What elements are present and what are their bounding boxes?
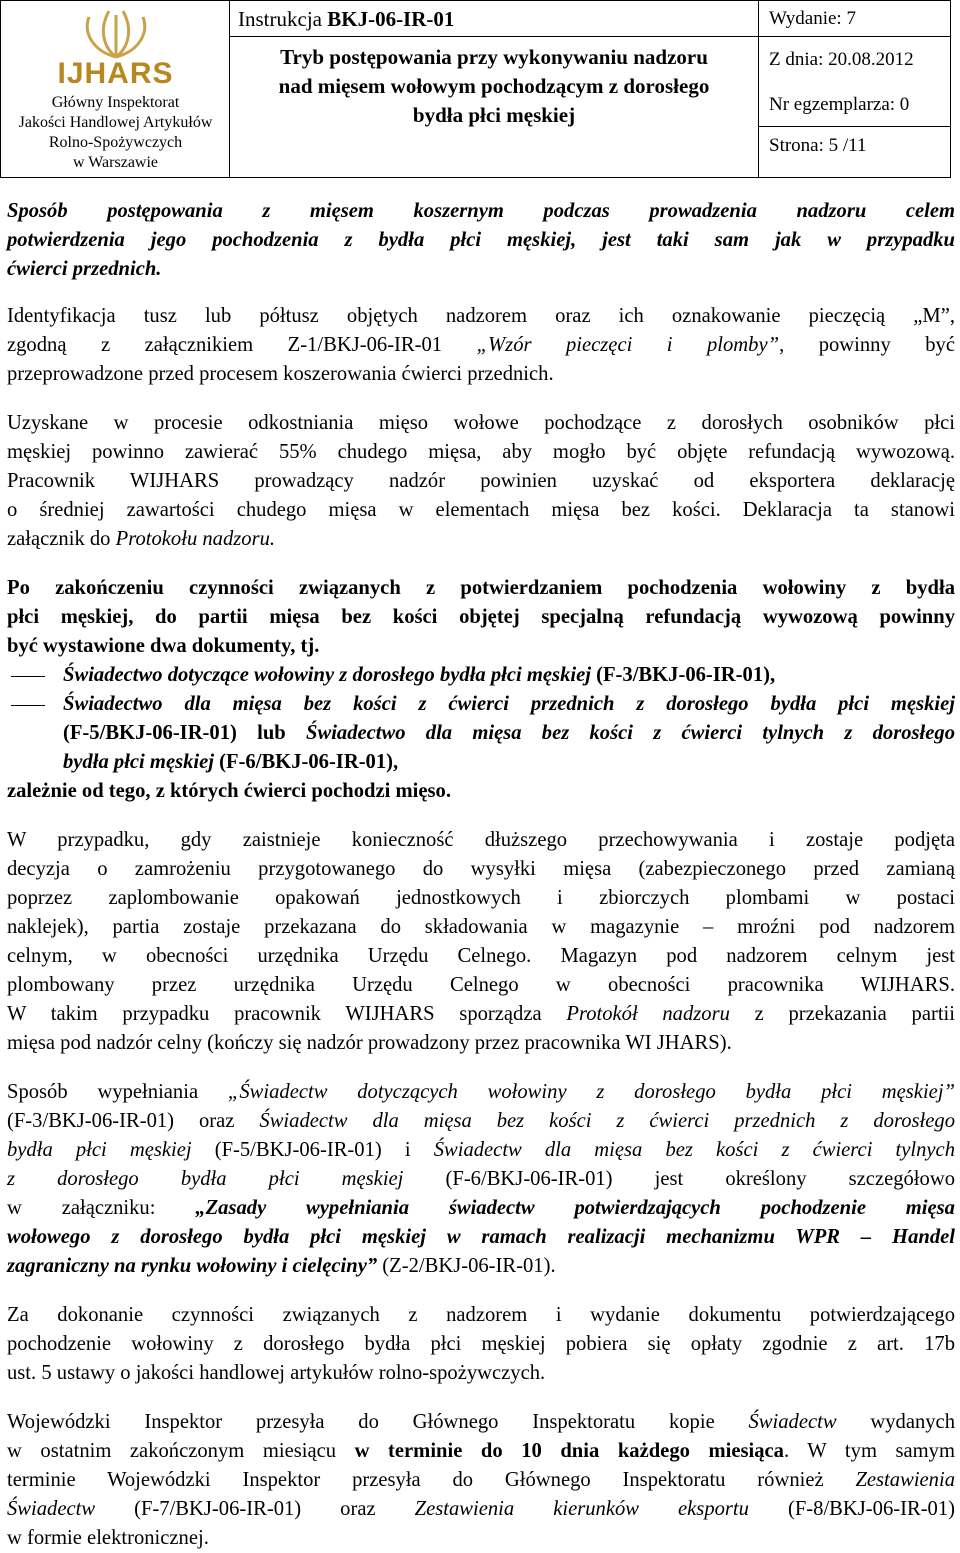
list-item-certificate-f3: Świadectwo dotyczące wołowiny z dorosłego bydła płci męskiej (F-3/BKJ-06-IR-01), [7,661,955,690]
paragraph-identification: Identyfikacja tusz lub półtusz objętych nadzorem oraz ich oznakowanie pieczęcią „M”, zgodną z załącznikiem Z-1/BKJ-06-IR-01 „Wzór pieczęci i plomby”, powinny być przeprowadzone przed procesem koszerowania ćwierci przednich. [7,305,955,385]
date-label: Z dnia: 20.08.2012 [769,49,914,70]
document-title: Tryb postępowania przy wykonywaniu nadzoru nad mięsem wołowym pochodzącym z dorosłego bydła płci męskiej [278,45,710,127]
document-header [0,0,951,178]
paragraph-kosher: Sposób postępowania z mięsem koszernym podczas prowadzenia nadzoru celem potwierdzenia jego pochodzenia z bydła płci męskiej, jest taki sam jak w przypadku ćwierci przednich. [7,200,955,280]
meta-cell [759,1,950,177]
title-cell [230,1,759,177]
instruction-code: Instrukcja BKJ-06-IR-01 [230,1,758,37]
paragraph-reporting: Wojewódzki Inspektor przesyła do Głównego Inspektoratu kopie Świadectw wydanych w ostatnim zakończonym miesiącu w terminie do 10 dnia każdego miesiąca. W tym samym terminie Wojewódzki Inspektor przesyła do Głównego Inspektoratu również Zestawienia Świadectw (F-7/BKJ-06-IR-01) oraz Zestawienia kierunków eksportu (F-8/BKJ-06-IR-01) w formie elektronicznej. [7,1411,956,1549]
brand-logo-text: IJHARS [57,57,174,90]
dash-bullet-icon [11,676,45,677]
edition-label: Wydanie: 7 [759,1,950,37]
wheat-logo-icon [73,7,159,59]
page-number-label: Strona: 5 /11 [769,135,867,156]
logo-cell [1,1,230,177]
dash-bullet-icon [11,705,45,706]
copy-number-label: Nr egzemplarza: 0 [759,77,950,127]
paragraph-storage: W przypadku, gdy zaistnieje konieczność dłuższego przechowywania i zostaje podjęta decyzja o zamrożeniu przygotowanego do wysyłki mięsa (zabezpieczonego przed zamianą poprzez zaplombowanie opakowań jednostkowych i zbiorczych plombami w postaci naklejek), partia zostaje przekazana do składowania w magazynie – mroźni pod nadzorem celnym, w obecności urzędnika Urzędu Celnego. Magazyn pod nadzorem celnym jest plombowany przez urzędnika Urzędu Celnego w obecności pracownika WIJHARS. W takim przypadku pracownik WIJHARS sporządza Protokół nadzoru z przekazania partii mięsa pod nadzór celny (kończy się nadzór prowadzony przez pracownika WI JHARS). [7,829,955,1054]
list-item-certificate-f5: Świadectwo dla mięsa bez kości z ćwierci przednich z dorosłego bydła płci męskiej [7,690,955,719]
organization-name: Główny Inspektorat Jakości Handlowej Artykułów Rolno-Spożywczych w Warszawie [18,94,213,171]
paragraph-filling-rules: Sposób wypełniania „Świadectw dotyczących wołowiny z dorosłego bydła płci męskiej” (F-3/BKJ-06-IR-01) oraz Świadectw dla mięsa bez kości z ćwierci przednich z dorosłego bydła płci męskiej (F-5/BKJ-06-IR-01) i Świadectw dla mięsa bez kości z ćwierci tylnych z dorosłego bydła płci męskiej (F-6/BKJ-06-IR-01) jest określony szczegółowo w załączniku: „Zasady wypełniania świadectw potwierdzających pochodzenie mięsa wołowego z dorosłego bydła płci męskiej w ramach realizacji mechanizmu WPR – Handel zagraniczny na rynku wołowiny i cielęciny” (Z-2/BKJ-06-IR-01). [7,1081,955,1277]
paragraph-deboning: Uzyskane w procesie odkostniania mięso wołowe pochodzące z dorosłych osobników płci męskiej powinno zawierać 55% chudego mięsa, aby mogło być objęte refundacją wywozową. Pracownik WIJHARS prowadzący nadzór powinien uzyskać od eksportera deklarację o średniej zawartości chudego mięsa w elementach mięsa bez kości. Deklaracja ta stanowi załącznik do Protokołu nadzoru. [7,412,955,550]
paragraph-fees: Za dokonanie czynności związanych z nadzorem i wydanie dokumentu potwierdzającego pochodzenie wołowiny z dorosłego bydła płci męskiej pobiera się opłaty zgodnie z art. 17b ust. 5 ustawy o jakości handlowej artykułów rolno-spożywczych. [7,1304,955,1384]
paragraph-documents: Po zakończeniu czynności związanych z potwierdzaniem pochodzenia wołowiny z bydła płci męskiej, do partii mięsa bez kości objętej specjalną refundacją wywozową powinny być wystawione dwa dokumenty, tj. Świadectwo dotyczące wołowiny z dorosłego bydła płci męskiej (F-3/BKJ-06-IR-01), Świadectwo dla mięsa bez kości z ćwierci przednich z dorosłego bydła płci męskiej (F-5/BKJ-06-IR-01) lub Świadectwo dla mięsa bez kości z ćwierci tylnych z dorosłego bydła płci męskiej (F-6/BKJ-06-IR-01), zależnie od tego, z których ćwierci pochodzi mięso. [7,577,955,802]
